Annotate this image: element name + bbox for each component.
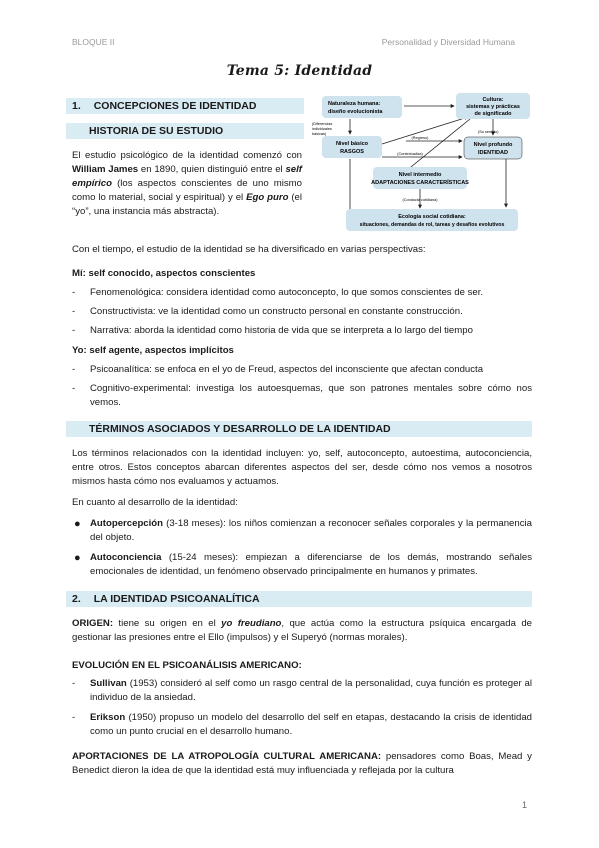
bullet-autoconciencia: ● Autoconciencia (15-24 meses): empiezan a diferenciarse de los demás, mostrando señales emocionales de identidad, un fenómeno observado principalmente en humanos y primates.: [74, 552, 532, 577]
autoconciencia-text: (15-24 meses): empiezan a diferenciarse de los demás, mostrando señales emocionales de identidad, un fenómeno observado principalmente en humanos y primates.: [90, 552, 532, 577]
mi-item-3: - Narrativa: aborda la identidad como historia de vida que se interpreta a lo largo del tiempo: [72, 324, 532, 338]
terms-heading: TÉRMINOS ASOCIADOS Y DESARROLLO DE LA IDENTIDAD: [66, 421, 532, 437]
page-title: Tema 5: Identidad: [226, 63, 373, 79]
label-diferencias-1: (Diferencias: [312, 122, 333, 126]
label-contextualiza: (Contextualiza): [397, 152, 423, 156]
development-intro: En cuanto al desarrollo de la identidad:: [72, 497, 238, 508]
self-empirico: self empírico: [72, 164, 302, 189]
origen-text-b: , que actúa como la estructura psíquica encargada de gestionar las presiones entre el Ello (impulsos) y el Superyó (normas morales).: [72, 618, 532, 643]
box-deep-level-line2: IDENTIDAD: [478, 150, 508, 156]
mi-item-3-text: Narrativa: aborda la identidad como historia de vida que se interpreta a lo largo del tiempo: [90, 325, 473, 336]
bullet-autopercepcion: ● Autopercepción (3-18 meses): los niños comienzan a reconocer señales corporales y la permanencia del objeto.: [74, 518, 532, 543]
box-intermediate-line2: ADAPTACIONES CARACTERÍSTICAS: [371, 180, 469, 186]
section-2-title: LA IDENTIDAD PSICOANALÍTICA: [93, 593, 260, 605]
william-james: William James: [72, 164, 139, 175]
label-diferencias-3: básicas): [312, 132, 327, 136]
mi-item-2-text: Constructivista: ve la identidad como un constructo personal en constante construcción.: [90, 306, 463, 317]
box-basic-level-line2: RASGOS: [340, 149, 364, 155]
yo-heading: Yo: self agente, aspectos implícitos: [72, 345, 234, 356]
box-intermediate-line1: Nivel intermedio: [398, 172, 442, 178]
box-culture-line1: Cultura:: [482, 97, 504, 103]
autopercepcion-term: Autopercepción: [90, 518, 164, 529]
yo-freudiano: yo freudiano: [221, 618, 282, 629]
mi-item-1-text: Fenomenológica: considera identidad como autoconcepto, lo que somos conscientes de ser.: [90, 287, 484, 298]
intro-paragraph: [72, 149, 302, 219]
box-ecology-line2: situaciones, demandas de rol, tareas y desafíos evolutivos: [359, 222, 505, 228]
sullivan-name: Sullivan: [90, 678, 127, 689]
section-1-number: 1.: [72, 100, 81, 112]
box-human-nature-line1: Naturaleza humana:: [328, 101, 381, 107]
intro-text-a: El estudio psicológico de la identidad comenzó con: [72, 150, 302, 161]
intro-text-d: (el “yo”, una instancia más abstracta).: [72, 192, 302, 217]
label-su-sentido: (Su sentido): [478, 130, 499, 134]
diversified-paragraph: Con el tiempo, el estudio de la identidad se ha diversificado en varias perspectivas:: [72, 244, 426, 255]
box-human-nature-line2: diseño evolucionista: [328, 109, 383, 115]
section-2-number: 2.: [72, 593, 81, 605]
label-conducta-cotidiana: (Conducta cotidiana): [402, 198, 438, 202]
sullivan-item: - Sullivan (1953) consideró al self como un rasgo central de la personalidad, cuya función es proteger al individuo de la ansiedad.: [72, 678, 532, 703]
yo-item-1: - Psicoanalítica: se enfoca en el yo de Freud, aspectos del inconsciente que afectan conducta: [72, 363, 532, 377]
erikson-text: (1950) propuso un modelo del desarrollo del self en etapas, destacando la crisis de identidad como un punto crucial en el desarrollo humano.: [90, 712, 532, 737]
box-deep-level-line1: Nivel profundo: [473, 142, 513, 148]
evolution-heading: EVOLUCIÓN EN EL PSICOANÁLISIS AMERICANO:: [72, 660, 302, 671]
box-basic-level-line1: Nivel básico: [335, 141, 369, 147]
header-right: Personalidad y Diversidad Humana: [381, 37, 515, 47]
section-2-heading: [66, 591, 532, 607]
section-1-title: CONCEPCIONES DE IDENTIDAD: [93, 100, 257, 112]
origen-paragraph: [72, 617, 532, 645]
autoconciencia-term: Autoconciencia: [90, 552, 162, 563]
mi-heading: Mí: self conocido, aspectos conscientes: [72, 268, 256, 279]
mi-item-1: - Fenomenológica: considera identidad como autoconcepto, lo que somos conscientes de ser.: [72, 286, 532, 300]
anthropology-text: pensadores como Boas, Mead y Benedict dieron la idea de que la identidad está muy influenciada y reflejada por la cultura: [72, 751, 532, 776]
box-ecology-line1: Ecología social cotidiana:: [398, 214, 466, 220]
anthropology-heading: APORTACIONES DE LA ATROPOLOGÍA CULTURAL AMERICANA:: [72, 751, 382, 762]
erikson-item: - Erikson (1950) propuso un modelo del desarrollo del self en etapas, destacando la crisis de identidad como un punto crucial en el desarrollo humano.: [72, 712, 532, 737]
header-left: BLOQUE II: [72, 37, 115, 47]
intro-text-b: en 1890, quien distinguió entre el: [138, 164, 286, 175]
mi-item-2: - Constructivista: ve la identidad como un constructo personal en constante construcción.: [72, 305, 532, 319]
yo-item-2-text: Cognitivo-experimental: investiga los autoesquemas, que son patrones mentales sobre cómo nos vemos.: [90, 383, 532, 408]
origen-label: ORIGEN:: [72, 618, 114, 629]
yo-item-1-text: Psicoanalítica: se enfoca en el yo de Freud, aspectos del inconsciente que afectan conducta: [90, 364, 484, 375]
page-number: 1: [521, 800, 527, 810]
erikson-name: Erikson: [90, 712, 126, 723]
origen-text-a: tiene su origen en el: [113, 618, 222, 629]
anthropology-paragraph: [72, 750, 532, 778]
label-regreso: (Regreso): [411, 136, 429, 140]
terms-paragraph: Los términos relacionados con la identidad incluyen: yo, self, autoconcepto, autoestima, autoconciencia, entre otros. Estos conceptos abarcan diferentes aspectos del ser, desde cómo nos vemos a nosotros mismos hasta cómo nos evaluamos y actuamos.: [72, 448, 532, 487]
box-culture-line2: sistemas y prácticas: [466, 104, 520, 110]
label-diferencias-2: individuales: [312, 127, 332, 131]
ego-puro: Ego puro: [246, 192, 289, 203]
sullivan-text: (1953) consideró al self como un rasgo central de la personalidad, cuya función es proteger al individuo de la ansiedad.: [90, 678, 532, 703]
subsection-history-heading: HISTORIA DE SU ESTUDIO: [66, 123, 304, 139]
box-culture-line3: de significado: [474, 111, 512, 117]
intro-text-c: (los aspectos conscientes de uno mismo como lo material, social y espiritual) y el: [72, 178, 302, 203]
autopercepcion-text: (3-18 meses): los niños comienzan a reconocer señales corporales y la permanencia del objeto.: [90, 518, 532, 543]
yo-item-2: - Cognitivo-experimental: investiga los autoesquemas, que son patrones mentales sobre cómo nos vemos.: [72, 383, 532, 408]
identity-levels-diagram: [310, 93, 532, 235]
section-1-heading: [66, 98, 304, 114]
